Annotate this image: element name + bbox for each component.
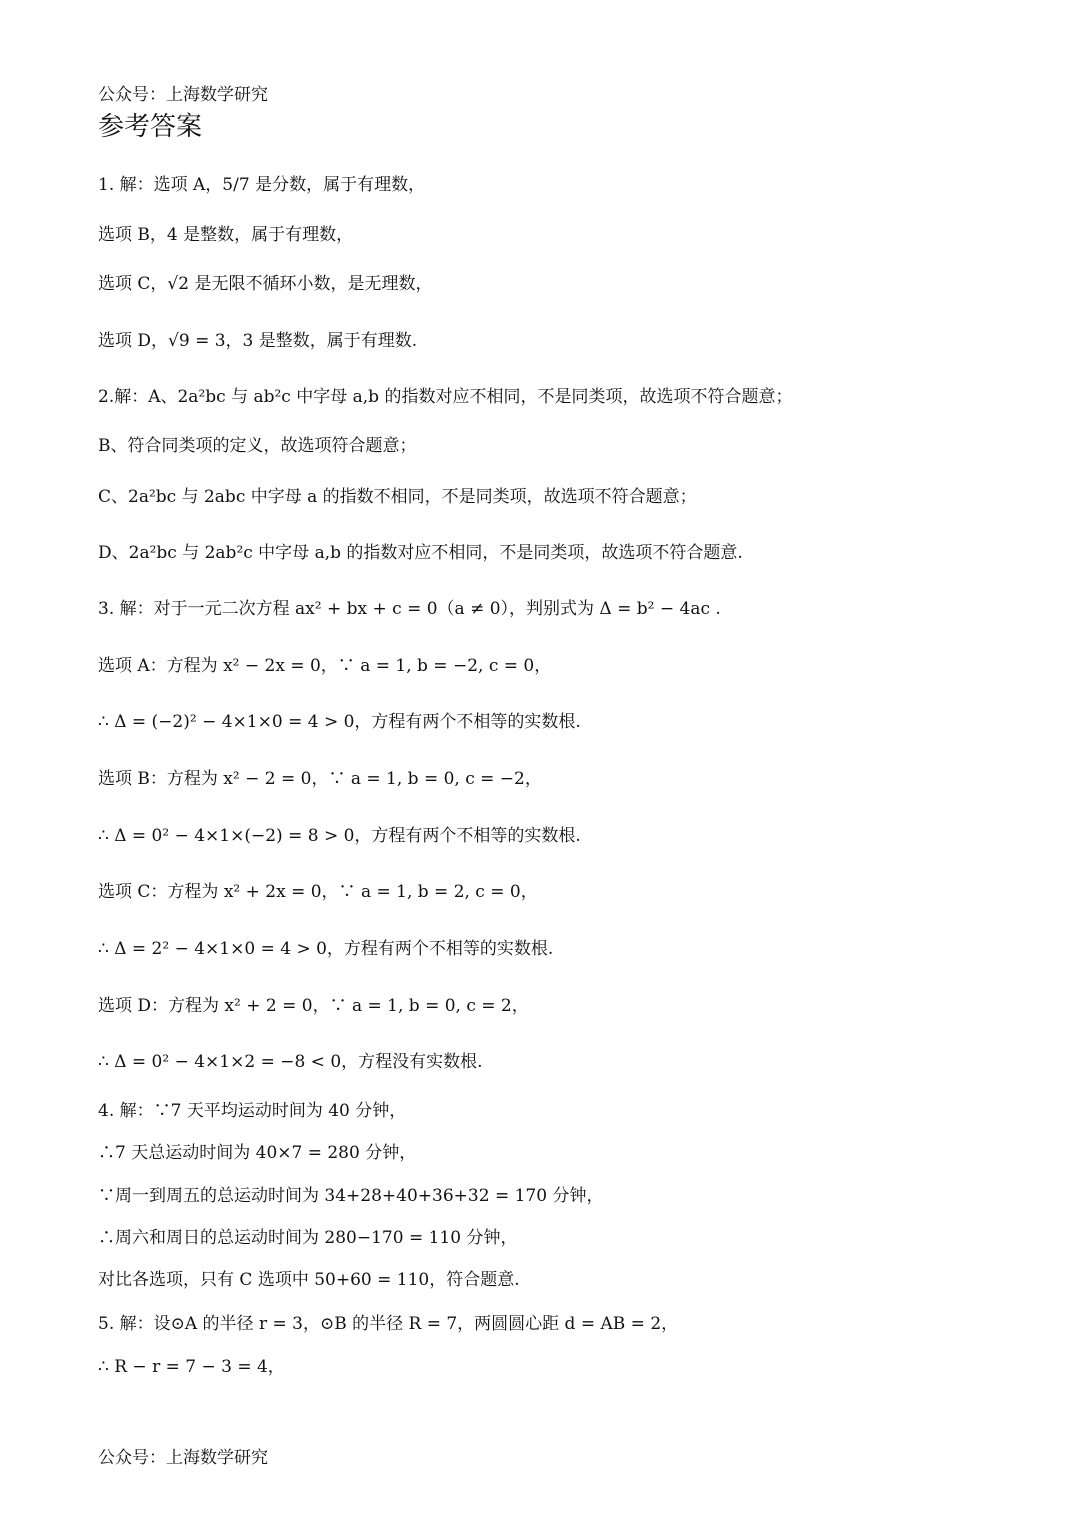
- answer-line: 3. 解：对于一元二次方程 ax² + bx + c = 0（a ≠ 0），判别式为 Δ = b² − 4ac .: [98, 599, 721, 619]
- answer-line: D、2a²bc 与 2ab²c 中字母 a,b 的指数对应不相同，不是同类项，故选项不符合题意.: [98, 543, 743, 563]
- answer-line: ∴7 天总运动时间为 40×7 = 280 分钟，: [98, 1143, 417, 1163]
- answer-line: 选项 B，4 是整数，属于有理数，: [98, 225, 354, 245]
- answer-line: 选项 D，√9 = 3，3 是整数，属于有理数.: [98, 331, 418, 351]
- answer-line: C、2a²bc 与 2abc 中字母 a 的指数不相同，不是同类项，故选项不符合题意；: [98, 487, 697, 507]
- answer-line: 2.解：A、2a²bc 与 ab²c 中字母 a,b 的指数对应不相同，不是同类项，故选项不符合题意；: [98, 387, 793, 407]
- answer-line: 选项 C，√2 是无限不循环小数，是无理数，: [98, 274, 433, 294]
- answer-line: 1. 解：选项 A，5/7 是分数，属于有理数，: [98, 175, 426, 195]
- answer-line: ∴ Δ = 0² − 4×1×(−2) = 8 > 0，方程有两个不相等的实数根.: [98, 826, 581, 846]
- page-title: 参考答案: [98, 112, 203, 142]
- page-footer: 公众号：上海数学研究: [98, 1448, 268, 1468]
- answer-line: 选项 B：方程为 x² − 2 = 0，∵ a = 1, b = 0, c = −2，: [98, 769, 542, 789]
- answer-line: 选项 A：方程为 x² − 2x = 0，∵ a = 1, b = −2, c = 0，: [98, 656, 552, 676]
- answer-line: ∴ Δ = 2² − 4×1×0 = 4 > 0，方程有两个不相等的实数根.: [98, 939, 554, 959]
- answer-line: ∴ R − r = 7 − 3 = 4，: [98, 1357, 285, 1377]
- answer-line: ∵周一到周五的总运动时间为 34+28+40+36+32 = 170 分钟，: [98, 1186, 604, 1206]
- answer-line: 对比各选项，只有 C 选项中 50+60 = 110，符合题意.: [98, 1270, 520, 1290]
- answer-line: ∴ Δ = (−2)² − 4×1×0 = 4 > 0，方程有两个不相等的实数根.: [98, 712, 581, 732]
- answer-line: 5. 解：设⊙A 的半径 r = 3，⊙B 的半径 R = 7，两圆圆心距 d = AB = 2，: [98, 1314, 679, 1334]
- answer-line: B、符合同类项的定义，故选项符合题意；: [98, 436, 417, 456]
- answer-line: 4. 解：∵7 天平均运动时间为 40 分钟，: [98, 1101, 407, 1121]
- answer-line: ∴ Δ = 0² − 4×1×2 = −8 < 0，方程没有实数根.: [98, 1052, 483, 1072]
- answer-line: 选项 D：方程为 x² + 2 = 0，∵ a = 1, b = 0, c = 2，: [98, 996, 529, 1016]
- page-header: 公众号：上海数学研究: [98, 85, 268, 105]
- answer-line: 选项 C：方程为 x² + 2x = 0，∵ a = 1, b = 2, c = 0，: [98, 882, 538, 902]
- answer-line: ∴周六和周日的总运动时间为 280−170 = 110 分钟，: [98, 1228, 518, 1248]
